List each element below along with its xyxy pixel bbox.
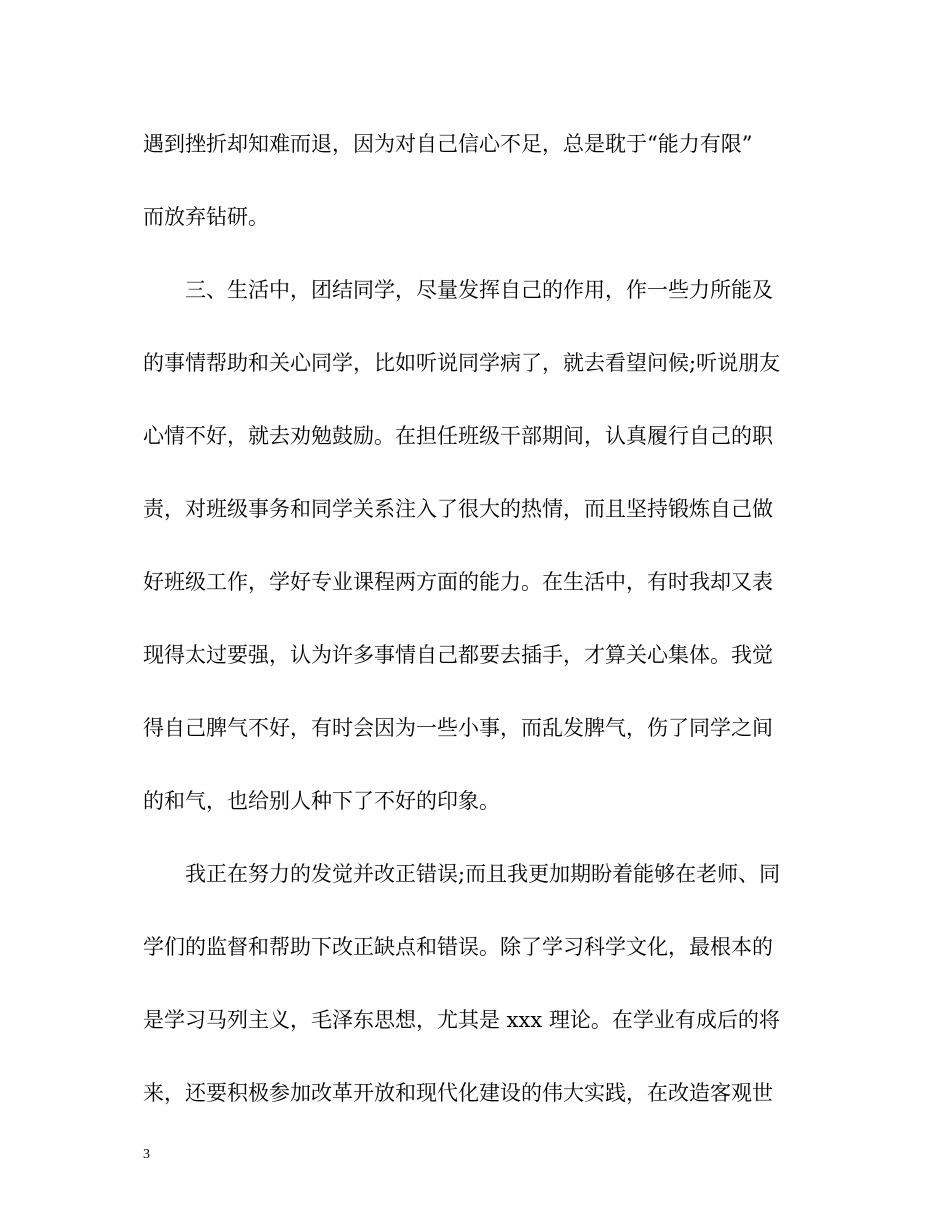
- text-line-4: 的事情帮助和关心同学，比如听说同学病了，就去看望问候;听说朋友: [143, 351, 781, 375]
- text-line-13: 是学习马列主义，毛泽东思想，尤其是 xxx 理论。在学业有成后的将: [143, 1008, 780, 1032]
- text-line-8: 现得太过要强，认为许多事情自己都要去插手，才算关心集体。我觉: [143, 643, 773, 667]
- text-line-2: 而放弃钻研。: [143, 205, 269, 229]
- text-line-10: 的和气，也给别人种下了不好的印象。: [143, 789, 500, 813]
- text-line-12: 学们的监督和帮助下改正缺点和错误。除了学习科学文化，最根本的: [143, 935, 773, 959]
- page-number: 3: [143, 1147, 150, 1162]
- text-line-9: 得自己脾气不好，有时会因为一些小事，而乱发脾气，伤了同学之间: [143, 716, 773, 740]
- paragraph-correction-start: 我正在努力的发觉并改正错误;而且我更加期盼着能够在老师、同: [185, 862, 781, 886]
- text-line-6: 责，对班级事务和同学关系注入了很大的热情，而且坚持锻炼自己做: [143, 497, 773, 521]
- text-line-7: 好班级工作，学好专业课程两方面的能力。在生活中，有时我却又表: [143, 570, 773, 594]
- text-line-1: 遇到挫折却知难而退，因为对自己信心不足，总是耽于“能力有限”: [143, 132, 753, 156]
- text-line-14: 来，还要积极参加改革开放和现代化建设的伟大实践，在改造客观世: [143, 1081, 773, 1105]
- text-line-5: 心情不好，就去劝勉鼓励。在担任班级干部期间，认真履行自己的职: [143, 424, 773, 448]
- paragraph-three-start: 三、生活中，团结同学，尽量发挥自己的作用，作一些力所能及: [185, 278, 773, 302]
